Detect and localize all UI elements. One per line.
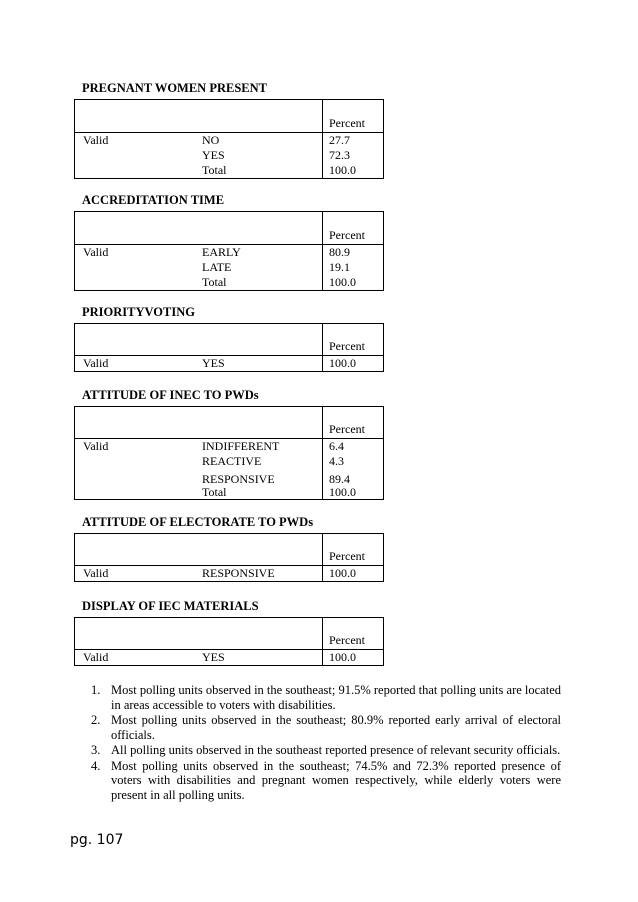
list-text: Most polling units observed in the southeast; 91.5% reported that polling units are located in areas accessible to voters with disabilities.: [111, 683, 561, 712]
table-row: [75, 260, 383, 275]
cell: Total: [202, 163, 227, 177]
table-body: [74, 245, 384, 291]
list-text: Most polling units observed in the southeast; 74.5% and 72.3% reported presence of voters with disabilities and pregnant women respectively, while elderly voters were present in all polling units.: [111, 758, 561, 802]
header-percent: Percent: [329, 633, 365, 647]
table-attitude-electorate: [74, 514, 384, 582]
header-percent: Percent: [329, 549, 365, 563]
table-body: [74, 439, 384, 500]
list-item: [91, 713, 561, 742]
list-item: [91, 759, 561, 803]
cell: YES: [202, 650, 225, 664]
list-number: 2.: [91, 713, 101, 727]
table-attitude-inec: [74, 387, 384, 500]
table-priority-voting: [74, 304, 384, 372]
header-percent: Percent: [329, 422, 365, 436]
table-row: [75, 275, 383, 290]
cell: 100.0: [329, 650, 356, 664]
table-title: ATTITUDE OF ELECTORATE TO PWDs: [82, 515, 314, 529]
cell: NO: [202, 133, 220, 147]
cell: YES: [202, 148, 225, 162]
cell: 100.0: [329, 275, 356, 289]
header-percent: Percent: [329, 228, 365, 242]
table-body: [74, 566, 384, 582]
page-number: pg. 107: [70, 832, 124, 848]
cell: INDIFFERENT: [202, 439, 280, 453]
cell: Valid: [83, 650, 109, 664]
table-row: [75, 356, 383, 371]
findings-list: [91, 683, 561, 803]
cell: 19.1: [329, 260, 350, 274]
cell: REACTIVE: [202, 454, 262, 468]
cell: 100.0: [329, 566, 356, 580]
cell: Valid: [83, 245, 109, 259]
cell: 4.3: [329, 454, 344, 468]
cell: Valid: [83, 439, 109, 453]
cell: Valid: [83, 133, 109, 147]
header-percent: Percent: [329, 116, 365, 130]
cell: 100.0: [329, 485, 356, 499]
header-percent: Percent: [329, 339, 365, 353]
table-title: ATTITUDE OF INEC TO PWDs: [82, 388, 259, 402]
table-row: [75, 454, 383, 469]
table-row: [75, 163, 383, 178]
table-row: [75, 566, 383, 581]
cell: Valid: [83, 356, 109, 370]
list-number: 3.: [91, 743, 101, 757]
cell: Valid: [83, 566, 109, 580]
table-row: [75, 485, 383, 499]
cell: 89.4: [329, 472, 350, 486]
cell: 27.7: [329, 133, 350, 147]
cell: LATE: [202, 260, 232, 274]
table-body: [74, 650, 384, 666]
list-number: 1.: [91, 683, 101, 697]
list-item: [91, 743, 561, 758]
cell: EARLY: [202, 245, 241, 259]
list-item: [91, 683, 561, 712]
cell: Total: [202, 275, 227, 289]
table-title: PREGNANT WOMEN PRESENT: [82, 81, 267, 95]
table-header: [74, 99, 384, 133]
table-display-iec: [74, 598, 384, 666]
list-text: All polling units observed in the southeast reported presence of relevant security officials.: [111, 743, 561, 757]
table-header: [74, 211, 384, 245]
table-body: [74, 356, 384, 372]
table-row: [75, 245, 383, 260]
table-row: [75, 439, 383, 454]
table-title: PRIORITYVOTING: [82, 305, 195, 319]
table-header: [74, 533, 384, 566]
cell: RESPONSIVE: [202, 566, 275, 580]
cell: 6.4: [329, 439, 344, 453]
table-header: [74, 406, 384, 439]
table-row: [75, 133, 383, 148]
table-row: [75, 148, 383, 163]
table-body: [74, 133, 384, 179]
table-title: ACCREDITATION TIME: [82, 193, 225, 207]
table-header: [74, 617, 384, 650]
table-row: [75, 469, 383, 485]
table-header: [74, 323, 384, 356]
table-pregnant-women: [74, 80, 384, 179]
list-number: 4.: [91, 758, 101, 773]
cell: 100.0: [329, 163, 356, 177]
table-accreditation-time: [74, 192, 384, 291]
cell: RESPONSIVE: [202, 472, 275, 486]
list-text: Most polling units observed in the southeast; 80.9% reported early arrival of electoral officials.: [111, 713, 561, 742]
cell: 72.3: [329, 148, 350, 162]
cell: Total: [202, 485, 227, 499]
cell: YES: [202, 356, 225, 370]
table-title: DISPLAY OF IEC MATERIALS: [82, 599, 259, 613]
cell: 100.0: [329, 356, 356, 370]
table-row: [75, 650, 383, 665]
cell: 80.9: [329, 245, 350, 259]
